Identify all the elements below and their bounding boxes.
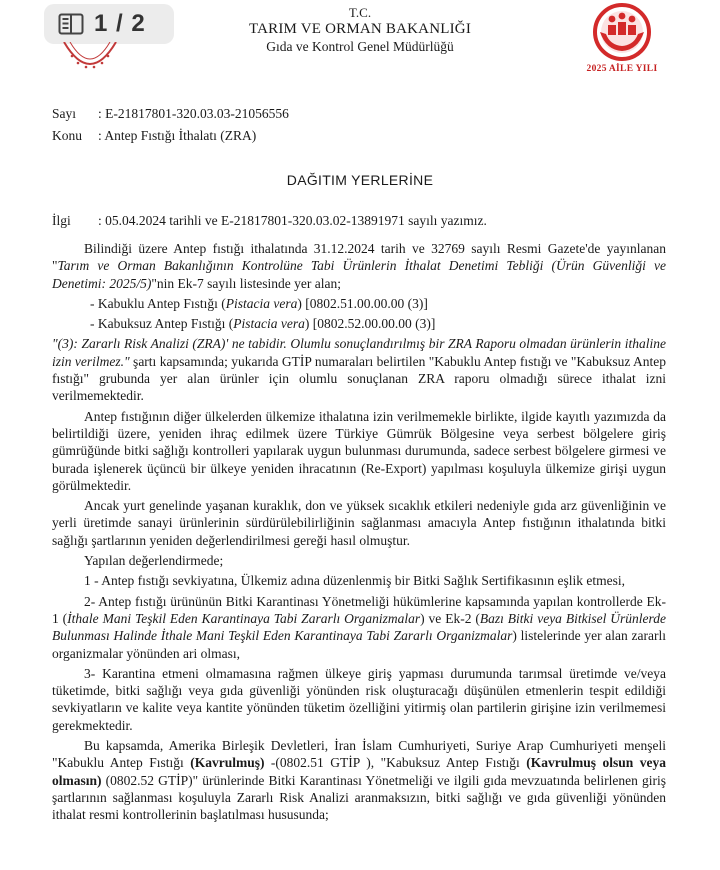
item2-annex1: İthale Mani Teşkil Eden Karantinaya Tabi Zararlı Organizmalar: [67, 610, 421, 626]
p1-text-b: "nin Ek-7 sayılı listesinde yer alan;: [151, 275, 341, 291]
document-title: DAĞITIM YERLERİNE: [286, 172, 434, 188]
ilgi-label: İlgi: [52, 213, 71, 228]
page-counter[interactable]: [44, 4, 174, 44]
family-year-caption: 2025 AİLE YILI: [586, 64, 658, 74]
p1-regulation-title: Tarım ve Orman Bakanlığının Kontrolüne Tabi Ürünlerin İthalat Denetimi Tebliği (Ürün Güvenliği ve Denetimi: 2025/5): [52, 258, 666, 291]
bullet2-text-b: ) [0802.52.00.00.00 (3)]: [304, 316, 436, 332]
page-thumbnail-icon: [58, 13, 84, 35]
paragraph-5: Yapılan değerlendirmede;: [84, 553, 224, 569]
bullet1-species: Pistacia vera: [225, 295, 298, 311]
bullet2-text-a: - Kabuksuz Antep Fıstığı (: [90, 316, 234, 332]
ministry-logo: [60, 42, 120, 76]
header-line-tc: T.C.: [348, 5, 372, 20]
item2-text-c: ) listelerinde yer alan zararlı organizmalar yönünden ari olması,: [52, 628, 666, 661]
list-item-1: 1 - Antep fıstığı sevkiyatına, Ülkemiz adına düzenlenmiş bir Bitki Sağlık Sertifikasının eşlik etmesi,: [84, 573, 626, 589]
p6-bold-1: (Kavrulmuş): [190, 755, 265, 771]
bullet2-species: Pistacia vera: [233, 316, 305, 332]
konu-value: : Antep Fıstığı İthalatı (ZRA): [98, 128, 257, 143]
bullet1-text-b: ) [0802.51.00.00.00 (3)]: [297, 295, 428, 311]
ilgi-row: [52, 213, 487, 229]
document-header: [230, 4, 490, 55]
paragraph-4: Ancak yurt genelinde yaşanan kuraklık, don ve yüksek sıcaklık etkileri nedeniyle gıda arz güvenliğinin ve yerli üretimde sanayi ürünlerinin sürdürülebilirliğinin sağlanması amacıyla Antep fıstığının ithalatında bitki sağlığı şartlarının yeniden değerlendirilmesi gereği hasıl olmuştur.: [52, 498, 666, 548]
bullet-kabuksuz: [52, 315, 666, 332]
header-directorate: Gıda ve Kontrol Genel Müdürlüğü: [266, 39, 454, 54]
page-counter-label: 1 / 2: [94, 10, 146, 37]
p2-footnote: "(3): Zararlı Risk Analizi (ZRA)' ne tabidir. Olumlu sonuçlandırılmış bir ZRA Raporu olmadan ürünlerin ithaline izin verilmez.": [52, 336, 666, 369]
p6-text-c: -(0802.51 GTİP ), "Kabuksuz Antep Fıstığı: [264, 755, 527, 771]
konu-row: [52, 128, 256, 144]
paragraph-6: [52, 737, 666, 823]
header-ministry: TARIM VE ORMAN BAKANLIĞI: [248, 21, 472, 37]
p6-bold-2: (Kavrulmuş olsun veya olmasın): [52, 755, 666, 788]
paragraph-3: Antep fıstığının diğer ülkelerden ülkemize ithalatına izin verilmemekle birlikte, ilgide kayıtlı yazımızda da belirtildiği üzere, yeniden ihraç edilmek üzere Türkiye Gümrük Bölgesine veya serbest bölgelere giriş gümrüğünde bitki sağlığı kontrolleri yapılarak uygun bulunması durumunda, sadece serbest bölgelere girmesi ve burada işlenerek üçüncü bir ülkeye yeniden ihracatının (Re-Export) yapılması koşuluyla ülkemize girişi uygun görülmektedir.: [52, 408, 666, 493]
p6-text-d: (0802.52 GTİP)" ürünlerinde Bitki Karantinası Yönetmeliği ve ilgili gıda mevzuatında belirlenen giriş şartlarının sağlanması koşuluyla Zararlı Risk Analizi aranmaksızın, bitki sağlığı ve gıda güvenliği yönünden ithalat resmi kontrollerinin başlatılması hususunda;: [52, 772, 666, 823]
sayi-label: Sayı: [52, 106, 77, 121]
item2-text-a: 2- Antep fıstığı ürününün Bitki Karantinası Yönetmeliği hükümlerine kapsamında yapılan kontrollerde Ek-1 (: [52, 593, 666, 626]
sayi-value: : E-21817801-320.03.03-21056556: [98, 106, 289, 121]
bullet1-text-a: - Kabuklu Antep Fıstığı (: [90, 295, 226, 311]
list-item-3: 3- Karantina etmeni olmamasına rağmen ülkeye giriş yapması durumunda tarımsal üretimde ve/veya tüketimde, bitki sağlığı veya gıda güvenliği yönünden risk oluşturacağı düşünülen etmenlerin tespit edildiği sevkiyatların ve kalite veya kantite yönünden tüketim özelliğini yitirmiş olan partilerin girişine izin verilmemesi gerekmektedir.: [52, 665, 666, 733]
list-item-2: [52, 593, 666, 662]
sayi-row: [52, 106, 289, 122]
paragraph-2: [52, 335, 666, 404]
p1-text-a: Bilindiği üzere Antep fıstığı ithalatında 31.12.2024 tarih ve 32769 sayılı Resmi Gazete'de yayınlanan ": [52, 241, 666, 274]
document-body: [52, 240, 666, 827]
item2-annex2: Bazı Bitki veya Bitkisel Ürünlerde Bulunması Halinde İthale Mani Teşkil Eden Karantinaya Tabi Zararlı Organizmalar: [52, 610, 666, 644]
bullet-kabuklu: [52, 295, 666, 312]
konu-label: Konu: [52, 128, 82, 143]
ilgi-value: : 05.04.2024 tarihli ve E-21817801-320.03.02-13891971 sayılı yazımız.: [98, 213, 487, 228]
p6-text-a: Bu kapsamda, Amerika Birleşik Devletleri, İran İslam Cumhuriyeti, Suriye Arap Cumhuriyeti menşeli "Kabuklu Antep Fıstığı: [52, 738, 666, 771]
paragraph-1: [52, 240, 666, 292]
item2-text-b: ) ve Ek-2 (: [420, 610, 480, 626]
p2-text: şartı kapsamında; yukarıda GTİP numaraları belirtilen "Kabuklu Antep fıstığı ve "Kabuksuz Antep fıstığı" grubunda yer alan ürünler için olumlu sonuçlanan ZRA raporu olmadığı sürece ithalat izni verilmemektedir.: [52, 353, 666, 404]
